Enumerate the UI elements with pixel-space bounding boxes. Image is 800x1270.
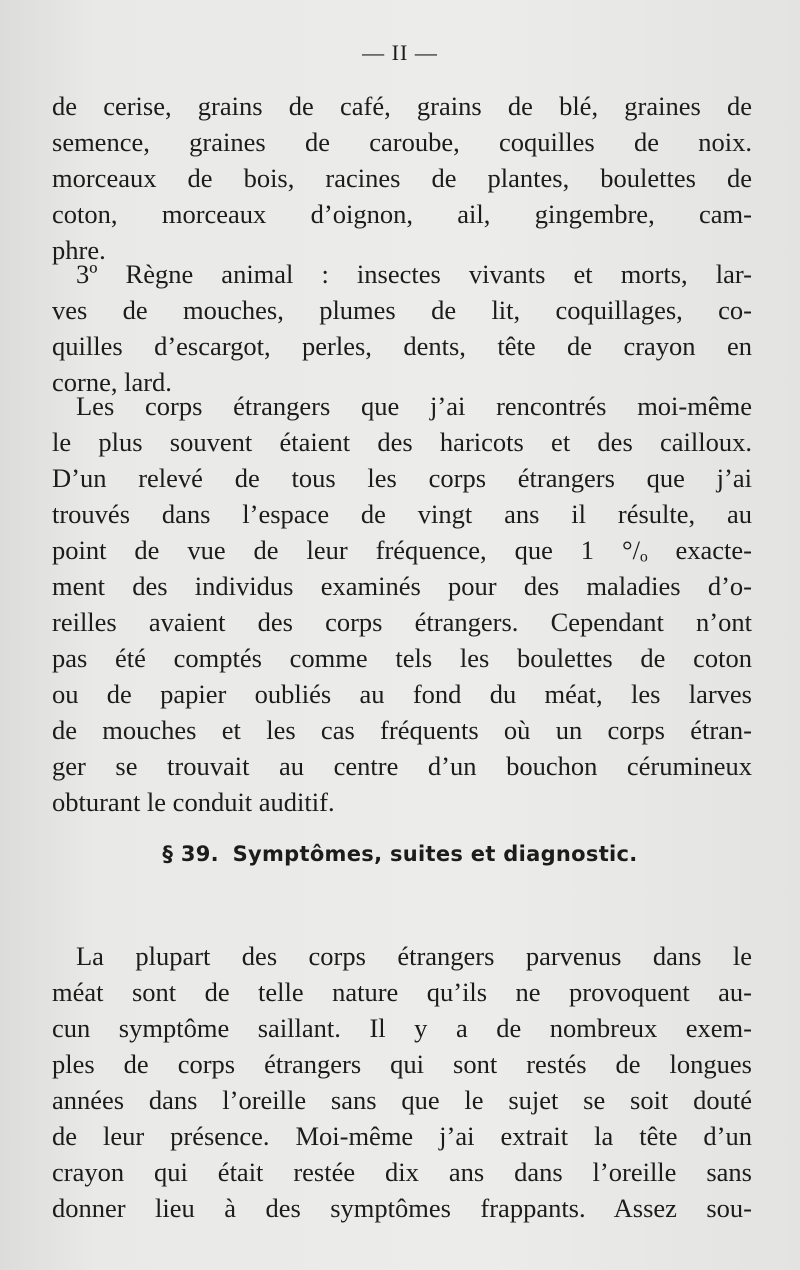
paragraph-plant-kingdom-continued [52,88,752,268]
text-line: ment des individus examinés pour des maladies d’o- [52,571,752,601]
text-line: Les corps étrangers que j’ai rencontrés moi-même [76,391,752,421]
text-line: 3º Règne animal : insectes vivants et morts, lar- [76,259,752,289]
page-number: — II — [362,40,438,65]
text-line: morceaux de bois, racines de plantes, boulettes de [52,163,752,193]
text-line: méat sont de telle nature qu’ils ne provoquent au- [52,977,752,1007]
text-line: donner lieu à des symptômes frappants. Assez sou- [52,1193,752,1223]
text-line: corne, lard. [52,367,172,397]
section-title: Symptômes, suites et diagnostic. [232,842,638,866]
section-number: § 39. [162,842,219,866]
text-line: pas été comptés comme tels les boulettes de coton [52,643,752,673]
text-line: ves de mouches, plumes de lit, coquillages, co- [52,295,752,325]
text-line: semence, graines de caroube, coquilles de noix. [52,127,752,157]
text-line: années dans l’oreille sans que le sujet se soit douté [52,1085,752,1115]
text-line: La plupart des corps étrangers parvenus dans le [76,941,752,971]
text-line: de mouches et les cas fréquents où un corps étran- [52,715,752,745]
text-line: de cerise, grains de café, grains de blé, graines de [52,91,752,121]
text-line: phre. [52,235,106,265]
paragraph-frequency [52,388,752,820]
text-line: ger se trouvait au centre d’un bouchon cérumineux [52,751,752,781]
text-line: ples de corps étrangers qui sont restés de longues [52,1049,752,1079]
text-line: crayon qui était restée dix ans dans l’oreille sans [52,1157,752,1187]
paragraph-animal-kingdom [52,256,752,400]
text-line: point de vue de leur fréquence, que 1 °/ₒ exacte- [52,535,752,565]
text-line: quilles d’escargot, perles, dents, tête de crayon en [52,331,752,361]
text-line: D’un relevé de tous les corps étrangers que j’ai [52,463,752,493]
text-line: cun symptôme saillant. Il y a de nombreux exem- [52,1013,752,1043]
section-heading [0,842,800,866]
text-line: reilles avaient des corps étrangers. Cependant n’ont [52,607,752,637]
text-line: de leur présence. Moi-même j’ai extrait la tête d’un [52,1121,752,1151]
text-line: coton, morceaux d’oignon, ail, gingembre, cam- [52,199,752,229]
text-line: le plus souvent étaient des haricots et des cailloux. [52,427,752,457]
text-line: ou de papier oubliés au fond du méat, les larves [52,679,752,709]
text-line: obturant le conduit auditif. [52,787,335,817]
text-line: trouvés dans l’espace de vingt ans il résulte, au [52,499,752,529]
paragraph-symptoms [52,938,752,1226]
